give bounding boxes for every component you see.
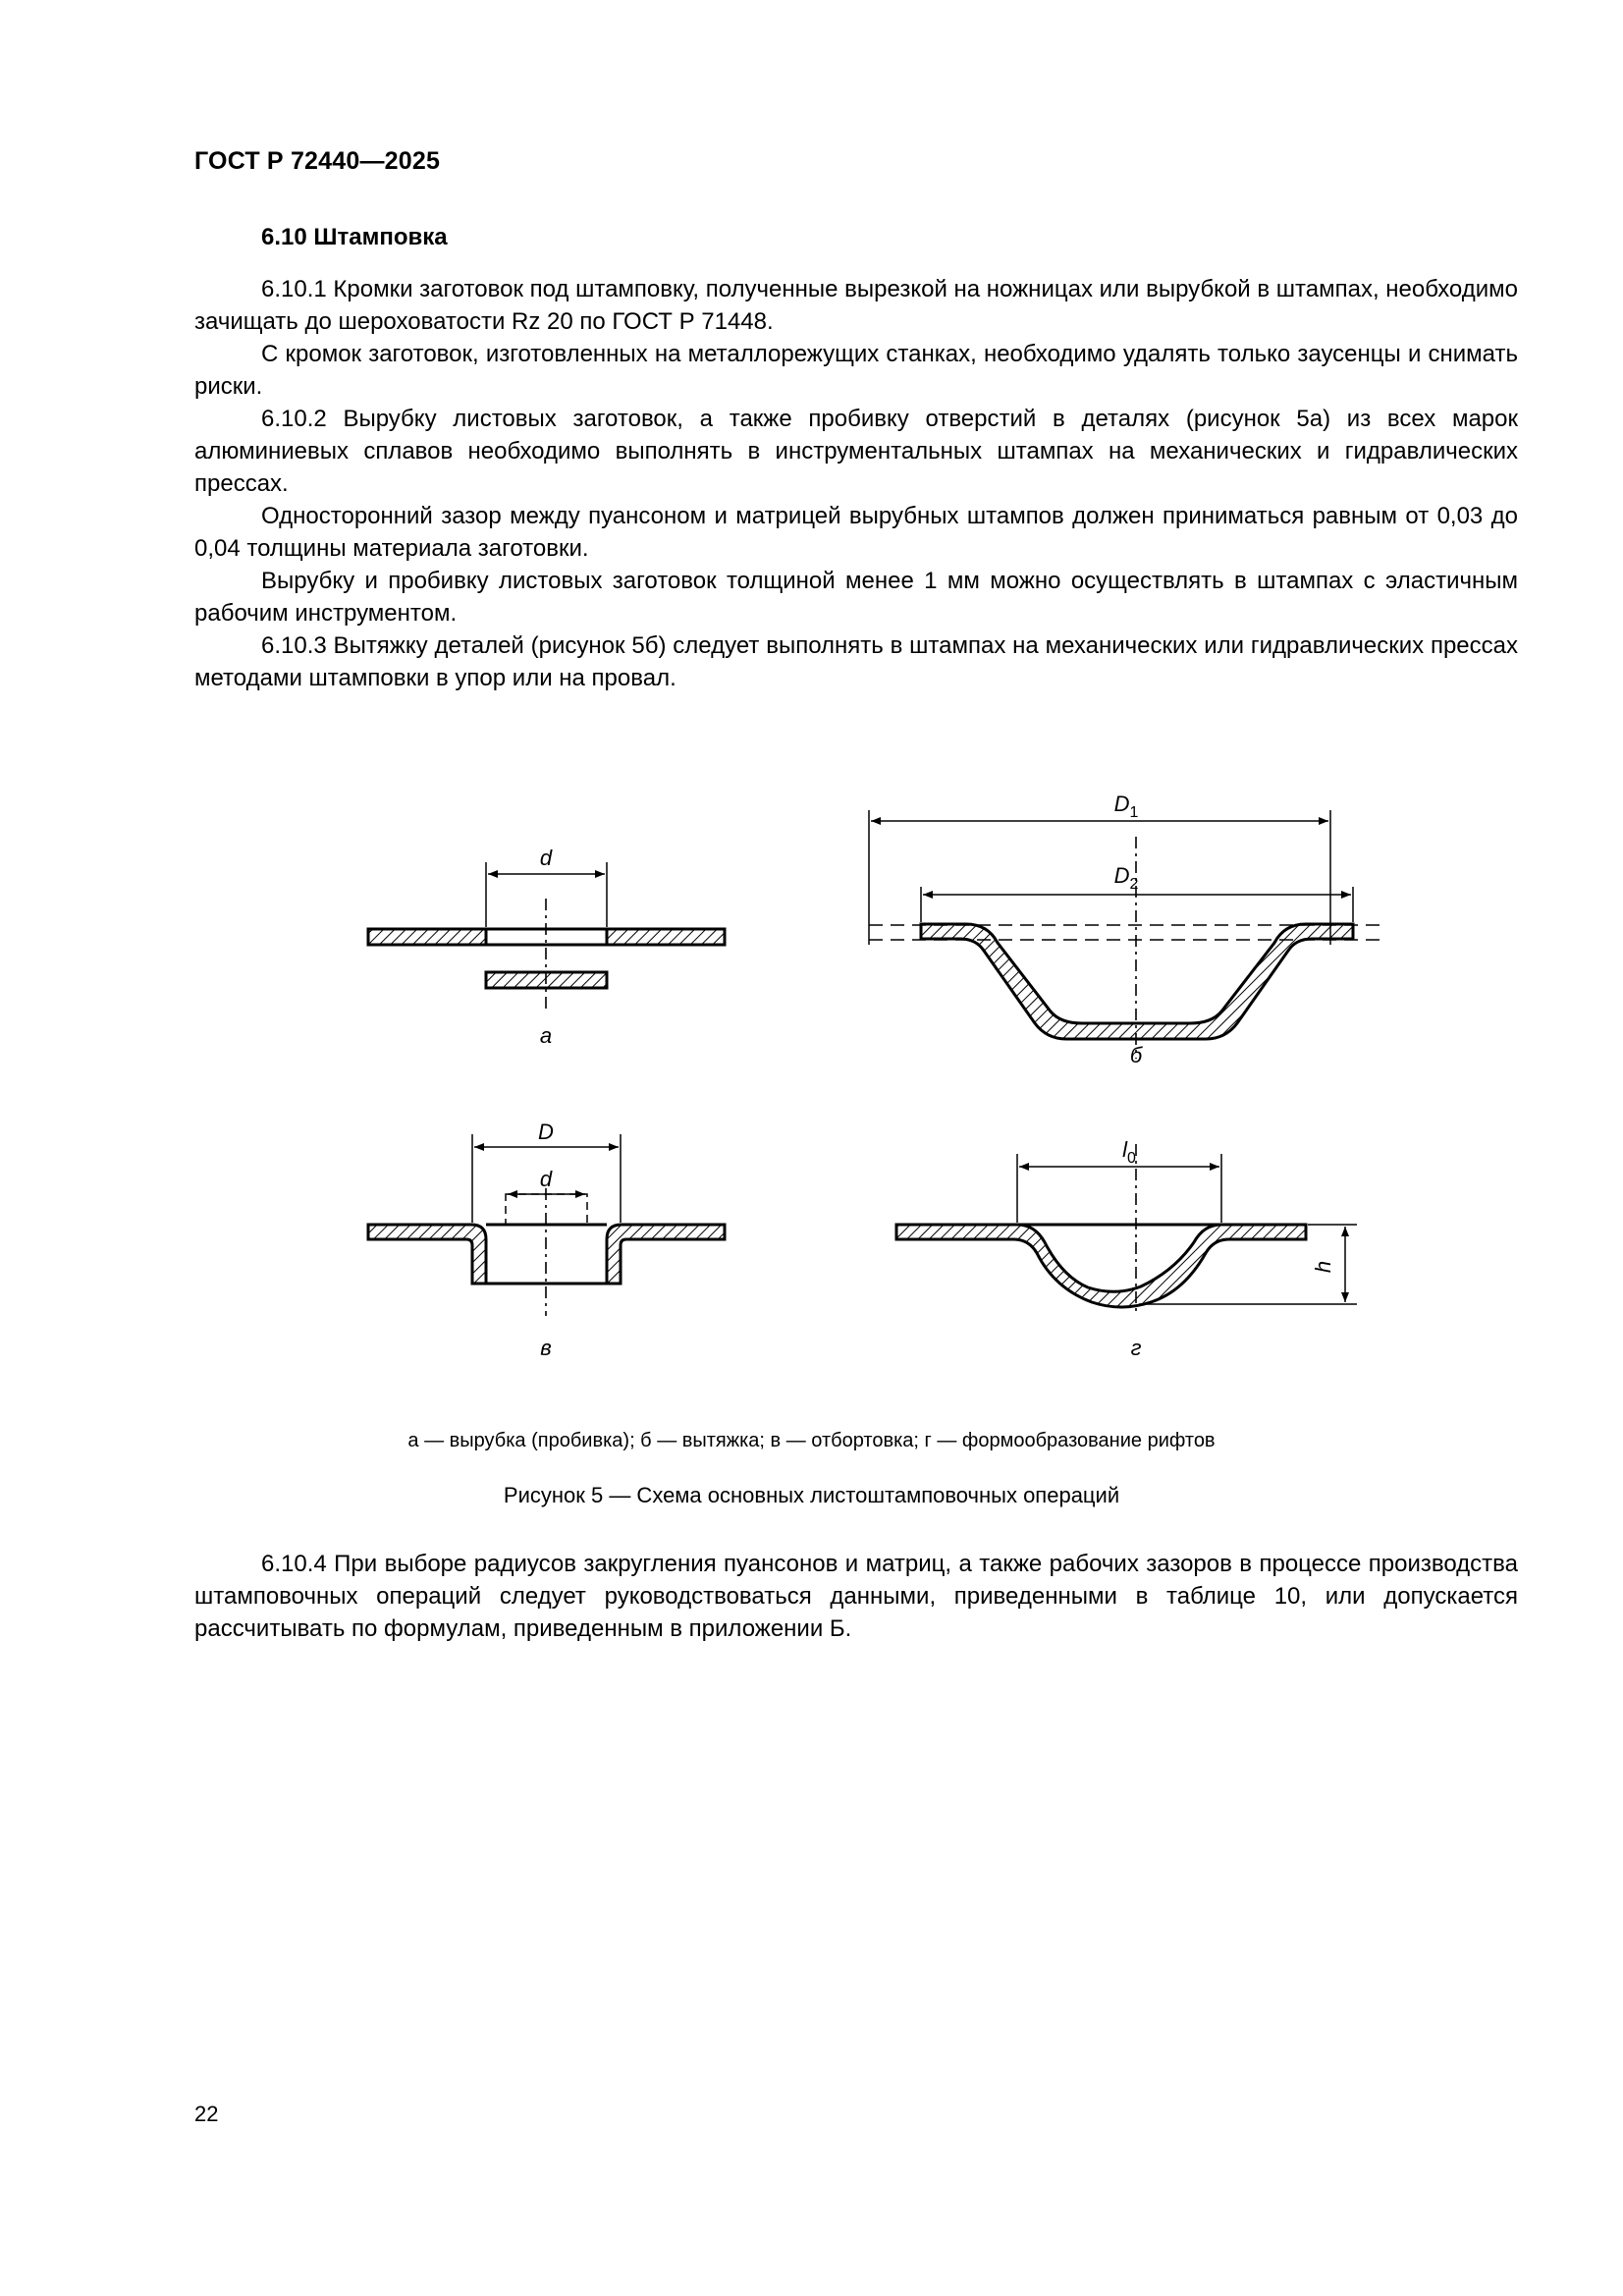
section-title: 6.10 Штамповка (261, 224, 448, 250)
figure-caption: Рисунок 5 — Схема основных листоштамповочных операций (503, 1483, 1120, 1507)
figure-legend: а — вырубка (пробивка); б — вытяжка; в — отбортовка; г — формообразование рифтов (407, 1430, 1216, 1451)
paragraph: 6.10.1 Кромки заготовок под штамповку, полученные вырезкой на ножницах или вырубкой в штампах, необходимо зачищать до шероховатости Rz 20 по ГОСТ Р 71448. (194, 276, 1519, 335)
dimension-l0-label: $l_0$ (1122, 1137, 1136, 1167)
figure-5 (324, 766, 1384, 1414)
figure-b-label: б (1129, 1043, 1143, 1067)
dimension-D-label: D (538, 1120, 554, 1144)
dimension-D1-label: $D_1$ (1113, 792, 1139, 821)
figure-5-drawing (324, 766, 1384, 1414)
paragraph: Односторонний зазор между пуансоном и матрицей вырубных штампов должен приниматься равным от 0,03 до 0,04 толщины материала заготовки. (194, 503, 1518, 562)
figure-v-flanging (368, 1120, 725, 1360)
document-header: ГОСТ Р 72440—2025 (194, 147, 441, 175)
paragraph: С кромок заготовок, изготовленных на металлорежущих станках, необходимо удалять только заусенцы и снимать риски. (194, 341, 1518, 400)
dimension-h-label: h (1311, 1260, 1335, 1274)
body-text-continued (194, 1548, 1518, 1645)
figure-g-rib-forming (896, 1137, 1357, 1360)
figure-b-drawing (869, 792, 1381, 1067)
figure-g-label: г (1130, 1336, 1142, 1360)
figure-a-blanking (368, 846, 725, 1048)
page-number: 22 (194, 2102, 219, 2126)
paragraph: Вырубку и пробивку листовых заготовок толщиной менее 1 мм можно осуществлять в штампах с эластичным рабочим инструментом. (194, 568, 1518, 627)
dimension-d-label: d (539, 846, 553, 870)
dimension-D2-label: $D_2$ (1113, 863, 1139, 893)
paragraph: 6.10.4 При выборе радиусов закругления пуансонов и матриц, а также рабочих зазоров в процессе производства штамповочных операций следует руководствоваться данными, приведенными в таблице 10, или допускается рассчитывать по формулам, приведенным в приложении Б. (194, 1551, 1518, 1642)
figure-a-label: а (539, 1023, 553, 1048)
paragraph: 6.10.2 Вырубку листовых заготовок, а также пробивку отверстий в деталях (рисунок 5а) из всех марок алюминиевых сплавов необходимо выполнять в инструментальных штампах на механических и гидравлических прессах. (194, 406, 1518, 497)
paragraph: 6.10.3 Вытяжку деталей (рисунок 5б) следует выполнять в штампах на механических или гидравлических прессах методами штамповки в упор или на провал. (194, 632, 1518, 691)
body-text (194, 273, 1518, 694)
dimension-d-inner-label: d (539, 1167, 553, 1191)
figure-v-label: в (540, 1336, 552, 1360)
